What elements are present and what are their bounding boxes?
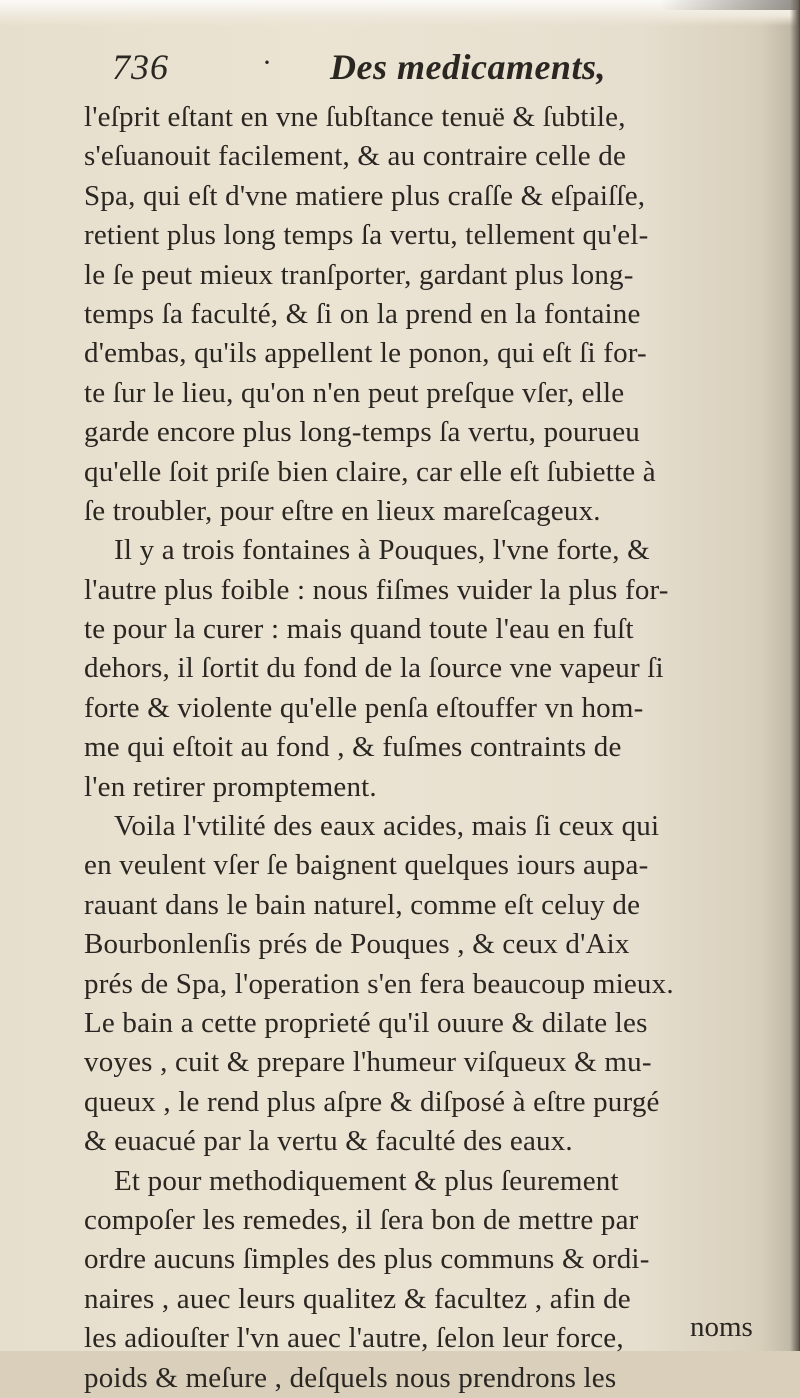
text-line: te pour la curer : mais quand toute l'eau en fuſt: [84, 613, 634, 646]
text-line: en veulent vſer ſe baignent quelques iours aupa-: [84, 849, 649, 882]
text-line: l'eſprit eſtant en vne ſubſtance tenuë & ſubtile,: [84, 101, 626, 133]
catchword: noms: [690, 1311, 753, 1343]
text-line: l'autre plus foible : nous fiſmes vuider la plus for-: [84, 573, 669, 606]
text-line: l'en retirer promptement.: [84, 770, 377, 803]
text-line: dehors, il ſortit du fond de la ſource vne vapeur ſi: [84, 652, 664, 685]
text-line: me qui eſtoit au fond , & fuſmes contraints de: [84, 731, 622, 764]
running-title: Des medicaments,: [330, 47, 606, 87]
page-number: 736: [112, 47, 169, 87]
text-line: Le bain a cette proprieté qu'il ouure & dilate les: [84, 1006, 648, 1039]
text-line: compoſer les remedes, il ſera bon de mettre par: [84, 1203, 639, 1236]
body-text: [84, 98, 784, 1398]
text-line: temps ſa faculté, & ſi on la prend en la fontaine: [84, 297, 641, 330]
paragraph-start-line: Il y a trois fontaines à Pouques, l'vne forte, &: [114, 534, 650, 567]
text-line: queux , le rend plus aſpre & diſposé à eſtre purgé: [84, 1085, 660, 1118]
text-line: & euacué par la vertu & faculté des eaux.: [84, 1125, 573, 1158]
paragraph-start-line: Voila l'vtilité des eaux acides, mais ſi ceux qui: [114, 810, 660, 843]
page-top-edge: [0, 0, 800, 26]
text-line: garde encore plus long-temps ſa vertu, pourueu: [84, 416, 640, 449]
text-line: ordre aucuns ſimples des plus communs & ordi-: [84, 1243, 650, 1276]
text-line: prés de Spa, l'operation s'en fera beaucoup mieux.: [84, 967, 674, 1000]
text-line: retient plus long temps ſa vertu, tellement qu'el-: [84, 219, 649, 252]
running-head: [112, 46, 772, 94]
text-line: les adiouſter l'vn auec l'autre, ſelon leur force,: [84, 1322, 624, 1355]
text-line: Bourbonlenſis prés de Pouques , & ceux d'Aix: [84, 928, 630, 961]
paragraph-start-line: Et pour methodiquement & plus ſeurement: [114, 1164, 619, 1197]
head-separator: ·: [262, 46, 272, 79]
text-line: forte & violente qu'elle penſa eſtouffer vn hom-: [84, 691, 644, 724]
text-line: le ſe peut mieux tranſporter, gardant plus long-: [84, 258, 634, 291]
text-line: voyes , cuit & prepare l'humeur viſqueux & mu-: [84, 1046, 652, 1079]
text-line: rauant dans le bain naturel, comme eſt celuy de: [84, 888, 641, 921]
text-line: d'embas, qu'ils appellent le ponon, qui eſt ſi for-: [84, 337, 647, 370]
text-line: s'eſuanouit facilement, & au contraire celle de: [84, 140, 627, 173]
text-line: poids & meſure , deſquels nous prendrons les: [84, 1361, 617, 1394]
page-gutter-shadow: [790, 0, 800, 1351]
text-line: qu'elle ſoit priſe bien claire, car elle eſt ſubiette à: [84, 455, 656, 488]
text-line: Spa, qui eſt d'vne matiere plus craſſe & eſpaiſſe,: [84, 179, 646, 212]
text-line: ſe troubler, pour eſtre en lieux mareſcageux.: [84, 494, 601, 527]
text-line: te ſur le lieu, qu'on n'en peut preſque vſer, elle: [84, 376, 625, 409]
text-line: naires , auec leurs qualitez & facultez , afin de: [84, 1282, 631, 1315]
